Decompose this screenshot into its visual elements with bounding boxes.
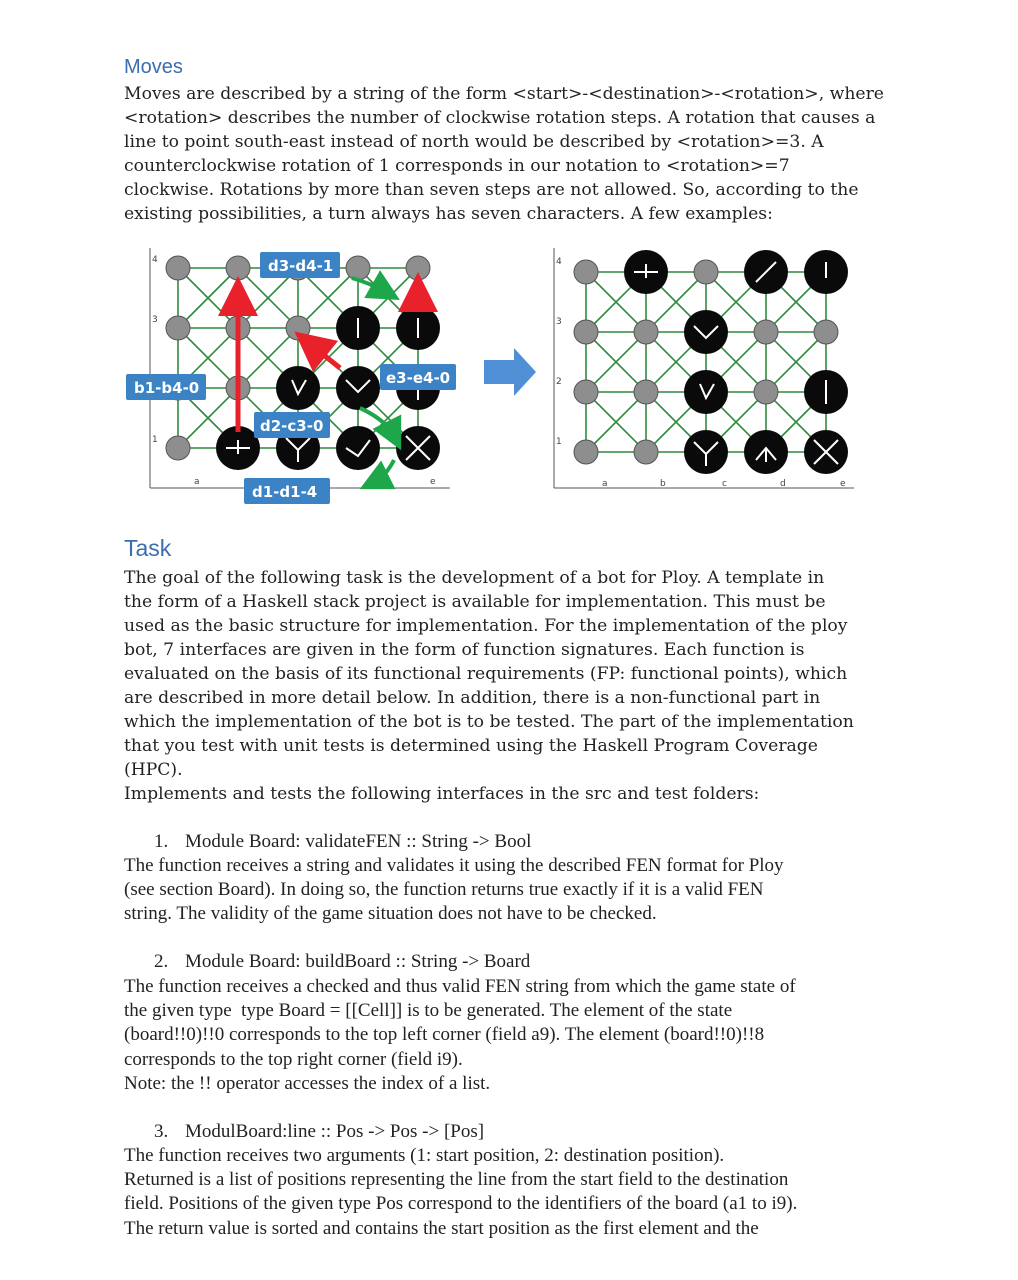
item-line: Note: the !! operator accesses the index of a list. bbox=[124, 1072, 491, 1094]
task-line: are described in more detail below. In addition, there is a non-functional part in bbox=[124, 688, 821, 708]
rank-label: 1 bbox=[556, 437, 562, 447]
task-line: that you test with unit tests is determined using the Haskell Program Coverage bbox=[124, 736, 818, 756]
move-label-b1-b4-0: b1-b4-0 bbox=[134, 379, 200, 397]
task-line: Implements and tests the following interfaces in the src and test folders: bbox=[124, 784, 760, 804]
transition-arrow bbox=[484, 348, 536, 396]
item-title: ModulBoard:line :: Pos -> Pos -> [Pos] bbox=[185, 1121, 485, 1142]
item-number: 2. bbox=[154, 951, 169, 972]
task-line: The goal of the following task is the development of a bot for Ploy. A template in bbox=[124, 568, 825, 588]
file-label: e bbox=[840, 479, 846, 489]
item-line: The function receives a string and validates it using the described FEN format for Ploy bbox=[124, 855, 784, 876]
rank-label: 4 bbox=[152, 255, 158, 265]
file-label: a bbox=[602, 479, 608, 489]
moves-line: <rotation> describes the number of clockwise rotation steps. A rotation that causes a bbox=[124, 108, 876, 128]
file-label: c bbox=[722, 479, 727, 489]
rank-label: 3 bbox=[556, 317, 562, 327]
file-label: b bbox=[660, 479, 666, 489]
item-title: Module Board: buildBoard :: String -> Board bbox=[185, 951, 531, 972]
task-paragraph bbox=[124, 566, 900, 806]
item-title: Module Board: validateFEN :: String -> Bool bbox=[185, 831, 532, 852]
task-heading: Task bbox=[124, 535, 172, 561]
moves-paragraph bbox=[124, 82, 900, 226]
task-line: bot, 7 interfaces are given in the form of function signatures. Each function is bbox=[124, 640, 805, 660]
rank-label: 1 bbox=[152, 435, 158, 445]
interface-item-1-body bbox=[124, 854, 900, 927]
item-number: 3. bbox=[154, 1121, 169, 1142]
file-label: d bbox=[780, 479, 786, 489]
item-line: (see section Board). In doing so, the function returns true exactly if it is a valid FEN bbox=[124, 879, 764, 901]
moves-line: counterclockwise rotation of 1 corresponds in our notation to <rotation>=7 bbox=[124, 156, 790, 176]
move-label-d2-c3-0: d2-c3-0 bbox=[260, 417, 324, 435]
file-label: a bbox=[194, 477, 200, 487]
interface-item-2-body bbox=[124, 975, 900, 1096]
rank-label: 4 bbox=[556, 257, 562, 267]
board-after bbox=[554, 248, 854, 489]
interface-item-3-body bbox=[124, 1144, 900, 1241]
item-line: The function receives a checked and thus valid FEN string from which the game state of bbox=[124, 976, 796, 997]
item-line: The function receives two arguments (1: start position, 2: destination position). bbox=[124, 1145, 725, 1166]
interface-item-2-title bbox=[154, 950, 530, 974]
interface-item-3-title bbox=[154, 1120, 484, 1144]
item-line: Returned is a list of positions representing the line from the start field to the destination bbox=[124, 1169, 789, 1191]
item-line: string. The validity of the game situation does not have to be checked. bbox=[124, 903, 657, 925]
task-line: used as the basic structure for implementation. For the implementation of the ploy bbox=[124, 616, 848, 636]
moves-line: clockwise. Rotations by more than seven steps are not allowed. So, according to the bbox=[124, 180, 859, 200]
item-line: (board!!0)!!0 corresponds to the top left corner (field a9). The element (board!!0)!!8 bbox=[124, 1024, 765, 1046]
rank-label: 3 bbox=[152, 315, 158, 325]
board-before bbox=[126, 248, 456, 504]
move-examples-figure bbox=[124, 240, 864, 508]
task-line: (HPC). bbox=[124, 760, 183, 780]
task-line: evaluated on the basis of its functional requirements (FP: functional points), which bbox=[124, 664, 848, 684]
task-line: which the implementation of the bot is to be tested. The part of the implementation bbox=[124, 712, 854, 732]
item-number: 1. bbox=[154, 831, 169, 852]
move-label-d1-d1-4: d1-d1-4 bbox=[252, 483, 318, 501]
move-label-e3-e4-0: e3-e4-0 bbox=[386, 369, 451, 387]
item-line: The return value is sorted and contains the start position as the first element and the bbox=[124, 1217, 759, 1239]
file-label: e bbox=[430, 477, 436, 487]
moves-line: line to point south-east instead of north would be described by <rotation>=3. A bbox=[124, 132, 824, 152]
moves-line: Moves are described by a string of the form <start>-<destination>-<rotation>, where bbox=[124, 84, 884, 104]
move-label-d3-d4-1: d3-d4-1 bbox=[268, 257, 334, 275]
item-line: field. Positions of the given type Pos correspond to the identifiers of the board (a1 to i9). bbox=[124, 1193, 798, 1215]
moves-heading: Moves bbox=[124, 56, 183, 78]
item-line: the given type type Board = [[Cell]] is to be generated. The element of the state bbox=[124, 1000, 733, 1022]
item-line: corresponds to the top right corner (field i9). bbox=[124, 1048, 463, 1070]
moves-line: existing possibilities, a turn always has seven characters. A few examples: bbox=[124, 204, 773, 224]
rank-label: 2 bbox=[556, 377, 562, 387]
interface-item-1-title bbox=[154, 830, 531, 854]
task-line: the form of a Haskell stack project is available for implementation. This must be bbox=[124, 592, 826, 612]
